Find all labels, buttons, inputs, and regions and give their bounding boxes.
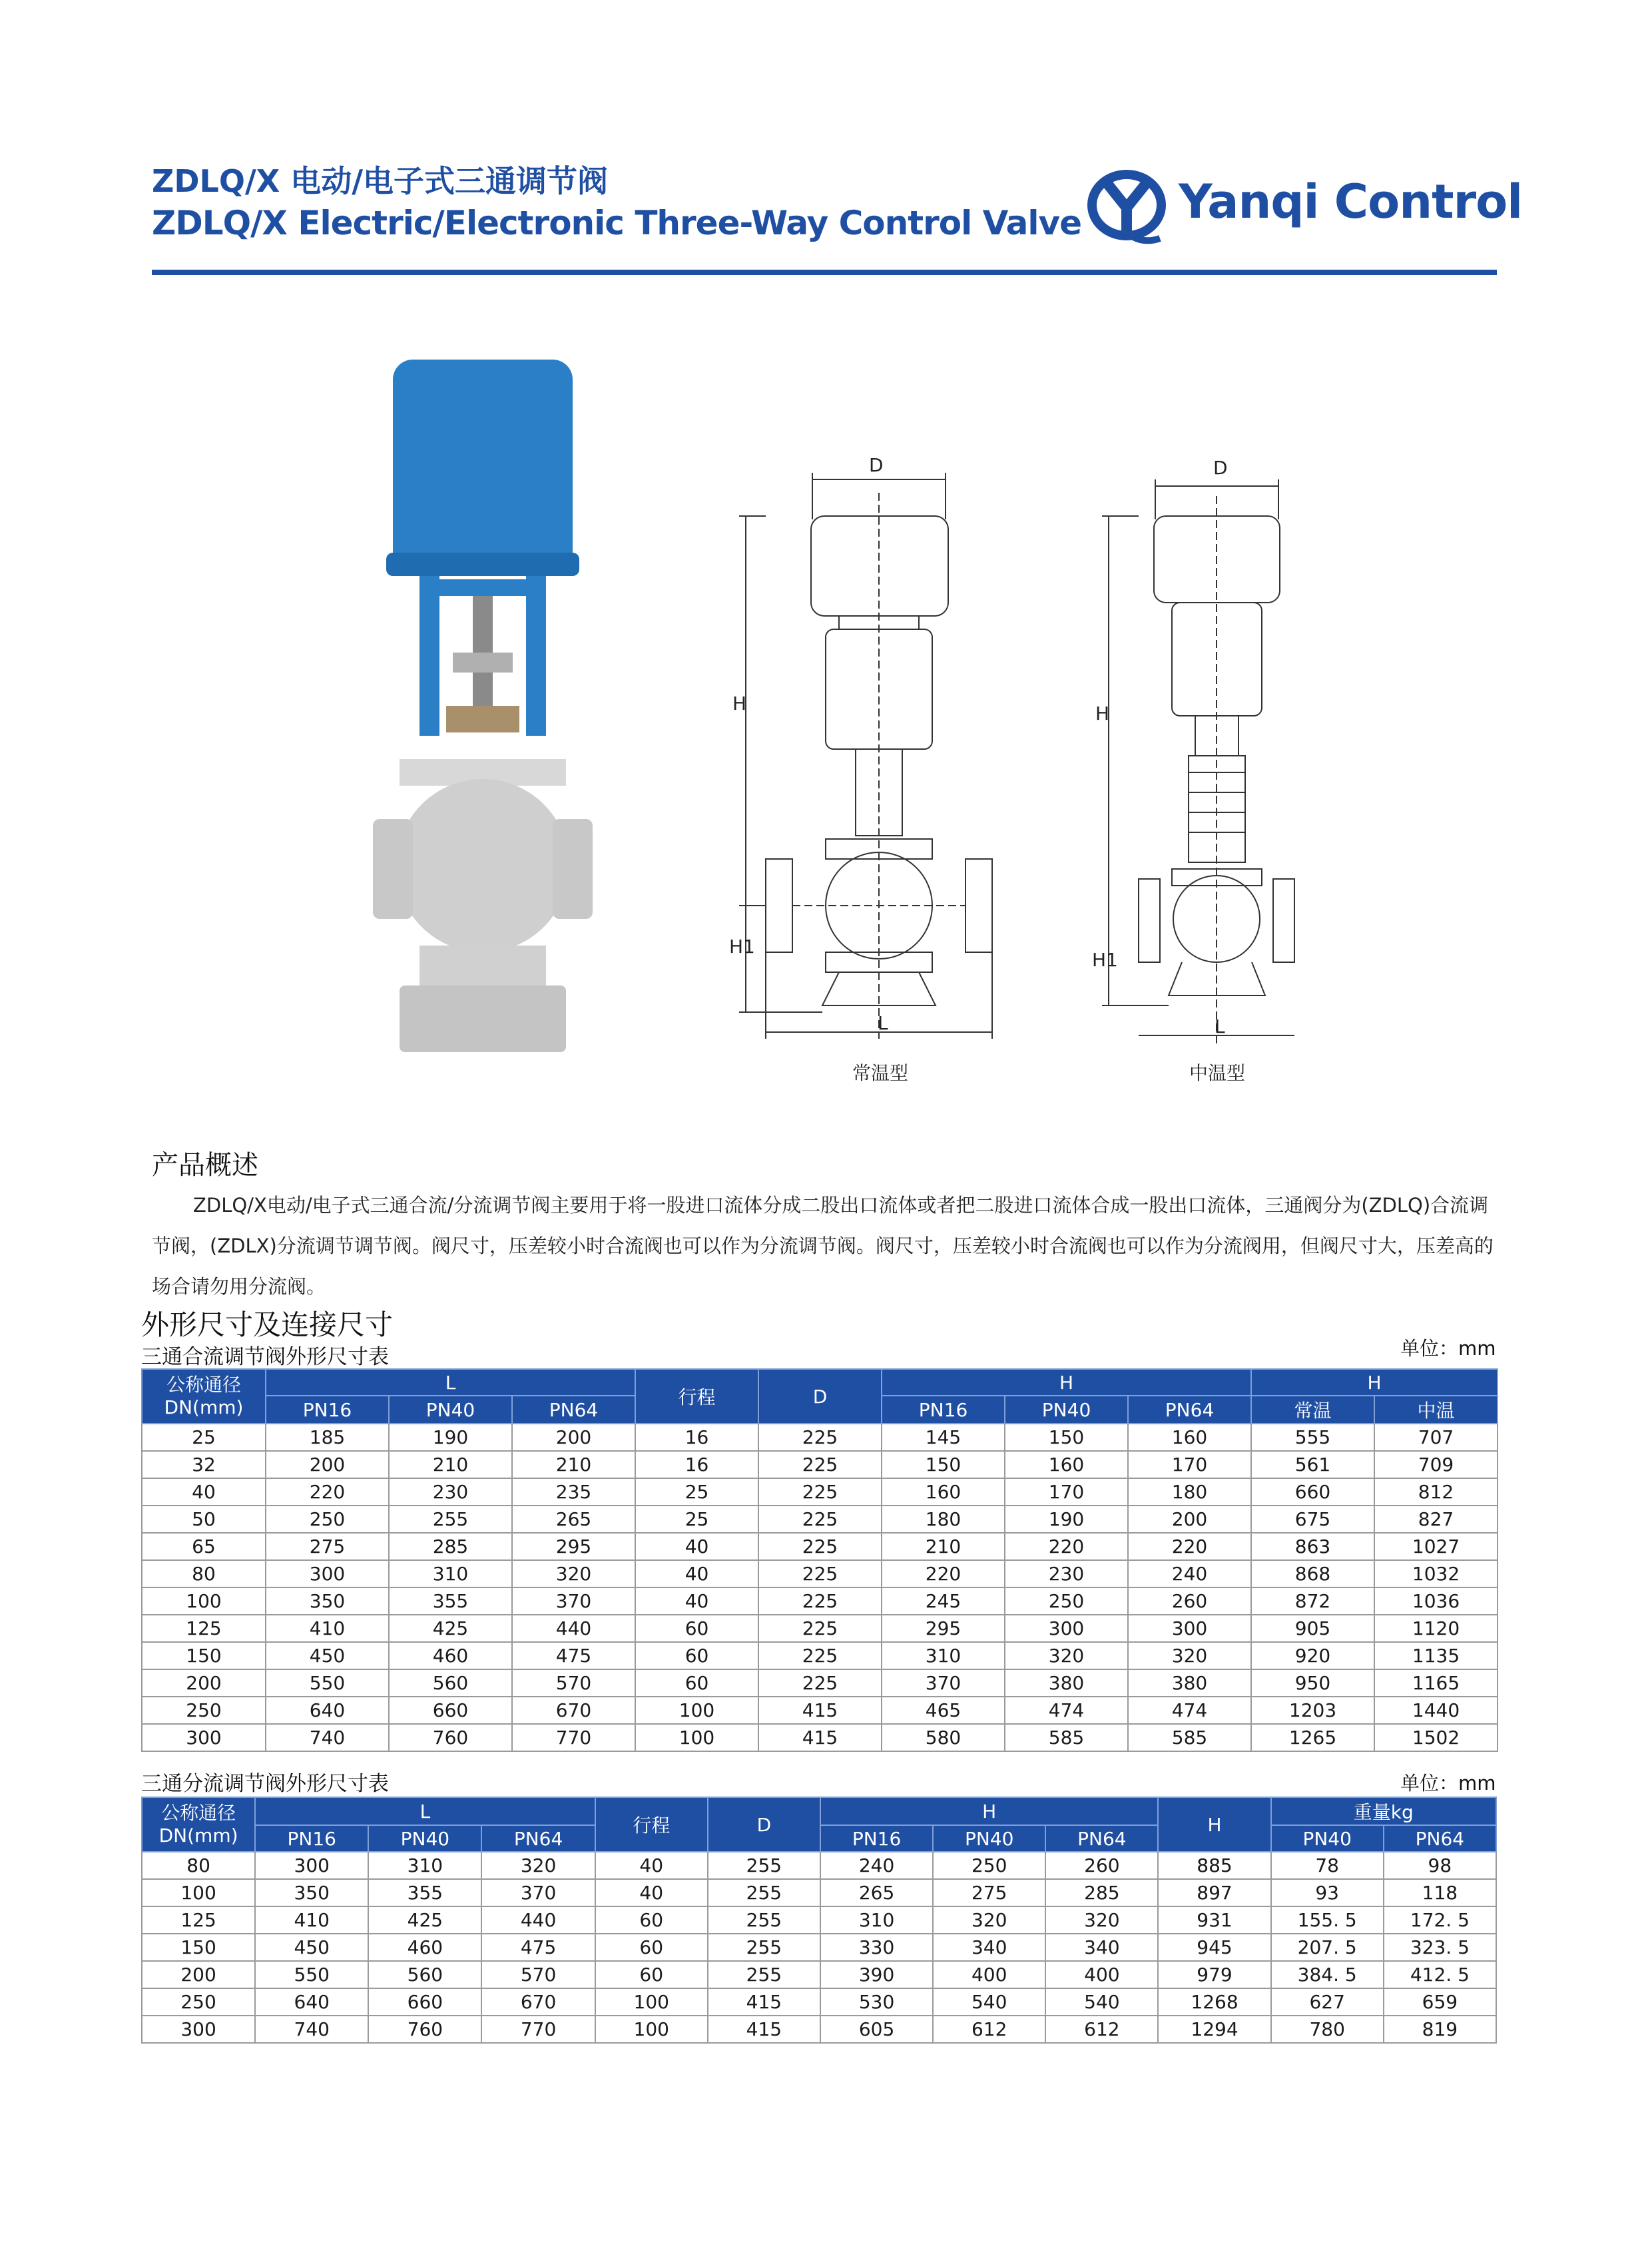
table-cell: 275 xyxy=(933,1879,1045,1906)
table-cell: 200 xyxy=(142,1669,266,1697)
table-cell: 125 xyxy=(142,1615,266,1642)
subheader-cell: PN40 xyxy=(1005,1396,1128,1424)
table-cell: 160 xyxy=(1128,1424,1251,1451)
table-cell: 460 xyxy=(368,1934,481,1961)
table-cell: 16 xyxy=(635,1424,758,1451)
table-cell: 40 xyxy=(595,1852,708,1879)
table-cell: 400 xyxy=(1045,1961,1158,1988)
header-h: H xyxy=(820,1797,1158,1825)
table-cell: 320 xyxy=(1128,1642,1251,1669)
table-cell: 125 xyxy=(142,1906,255,1934)
table-cell: 255 xyxy=(708,1879,820,1906)
table-cell: 207. 5 xyxy=(1271,1934,1384,1961)
table-row xyxy=(142,1424,1498,1451)
table-converging-valve xyxy=(141,1368,1498,1752)
subheader-cell: PN40 xyxy=(389,1396,512,1424)
table-cell: 200 xyxy=(1128,1506,1251,1533)
subheader-cell: PN64 xyxy=(481,1825,595,1852)
table-cell: 100 xyxy=(635,1724,758,1751)
table-cell: 80 xyxy=(142,1560,266,1587)
table-cell: 295 xyxy=(882,1615,1005,1642)
dim-label-h2: H xyxy=(1095,702,1110,724)
table-cell: 118 xyxy=(1384,1879,1496,1906)
overview-paragraph: ZDLQ/X电动/电子式三通合流/分流调节阀主要用于将一股进口流体分成二股出口流体或者把二股进口流体合成一股出口流体，三通阀分为(ZDLQ)合流调节阀，(ZDLX)分流调节调节阀。阀尺寸，压差较小时合流阀也可以作为分流调节阀。阀尺寸，压差较小时合流阀也可以作为分流阀用，但阀尺寸大，压差高的场合请勿用分流阀。 xyxy=(152,1194,1494,1298)
table-cell: 931 xyxy=(1158,1906,1270,1934)
table-cell: 98 xyxy=(1384,1852,1496,1879)
table-cell: 460 xyxy=(389,1642,512,1669)
subheader-cell: PN64 xyxy=(1384,1825,1496,1852)
header-d: D xyxy=(708,1797,820,1852)
subheader-cell: PN16 xyxy=(255,1825,368,1852)
table-cell: 384. 5 xyxy=(1271,1961,1384,1988)
dim-label-l2: L xyxy=(1215,1015,1225,1037)
table-cell: 220 xyxy=(266,1478,389,1506)
table-cell: 450 xyxy=(266,1642,389,1669)
table-cell: 235 xyxy=(512,1478,635,1506)
table-cell: 220 xyxy=(1005,1533,1128,1560)
table-cell: 1268 xyxy=(1158,1988,1270,2016)
table-cell: 555 xyxy=(1251,1424,1374,1451)
table-cell: 100 xyxy=(142,1587,266,1615)
table-cell: 65 xyxy=(142,1533,266,1560)
header-h: H xyxy=(882,1369,1251,1396)
table-cell: 640 xyxy=(255,1988,368,2016)
table-cell: 450 xyxy=(255,1934,368,1961)
dim-label-h1-2: H1 xyxy=(1092,949,1118,971)
table-cell: 225 xyxy=(758,1669,882,1697)
table-cell: 245 xyxy=(882,1587,1005,1615)
table-cell: 285 xyxy=(1045,1879,1158,1906)
table-cell: 225 xyxy=(758,1506,882,1533)
subheader-cell: PN16 xyxy=(882,1396,1005,1424)
brand-logo-icon xyxy=(1085,166,1169,246)
table-cell: 660 xyxy=(389,1697,512,1724)
table-cell: 872 xyxy=(1251,1587,1374,1615)
header-weight: 重量kg xyxy=(1271,1797,1496,1825)
table-cell: 300 xyxy=(142,2016,255,2043)
table-cell: 285 xyxy=(389,1533,512,1560)
table-cell: 255 xyxy=(708,1906,820,1934)
overview-text xyxy=(152,1185,1497,1307)
table-cell: 155. 5 xyxy=(1271,1906,1384,1934)
table-cell: 415 xyxy=(708,1988,820,2016)
table-cell: 40 xyxy=(635,1560,758,1587)
table-cell: 709 xyxy=(1374,1451,1498,1478)
table-cell: 220 xyxy=(1128,1533,1251,1560)
table-cell: 670 xyxy=(481,1988,595,2016)
table-cell: 945 xyxy=(1158,1934,1270,1961)
table-cell: 410 xyxy=(255,1906,368,1934)
table-cell: 295 xyxy=(512,1533,635,1560)
table-cell: 310 xyxy=(389,1560,512,1587)
page-title-en: ZDLQ/X Electric/Electronic Three-Way Control Valve xyxy=(152,204,1082,242)
subheader-cell: PN40 xyxy=(933,1825,1045,1852)
table-cell: 25 xyxy=(142,1424,266,1451)
table-cell: 812 xyxy=(1374,1478,1498,1506)
table-cell: 780 xyxy=(1271,2016,1384,2043)
table-cell: 707 xyxy=(1374,1424,1498,1451)
table-cell: 660 xyxy=(1251,1478,1374,1506)
table-cell: 225 xyxy=(758,1451,882,1478)
table-cell: 415 xyxy=(708,2016,820,2043)
table-cell: 897 xyxy=(1158,1879,1270,1906)
table-row xyxy=(142,2016,1496,2043)
table-cell: 210 xyxy=(389,1451,512,1478)
drawing-caption-mid: 中温型 xyxy=(1189,1062,1246,1084)
table-cell: 355 xyxy=(368,1879,481,1906)
table-cell: 300 xyxy=(1005,1615,1128,1642)
table-cell: 1265 xyxy=(1251,1724,1374,1751)
table-row xyxy=(142,1697,1498,1724)
table-cell: 275 xyxy=(266,1533,389,1560)
table-cell: 1502 xyxy=(1374,1724,1498,1751)
table-cell: 50 xyxy=(142,1506,266,1533)
table2-caption: 三通分流调节阀外形尺寸表 xyxy=(141,1772,389,1796)
table-cell: 150 xyxy=(882,1451,1005,1478)
table-cell: 1036 xyxy=(1374,1587,1498,1615)
table-row xyxy=(142,1587,1498,1615)
table-cell: 905 xyxy=(1251,1615,1374,1642)
subheader-cell: PN40 xyxy=(368,1825,481,1852)
table-cell: 412. 5 xyxy=(1384,1961,1496,1988)
table-cell: 550 xyxy=(266,1669,389,1697)
table-row xyxy=(142,1906,1496,1934)
table-cell: 100 xyxy=(595,1988,708,2016)
table-cell: 570 xyxy=(481,1961,595,1988)
table-cell: 627 xyxy=(1271,1988,1384,2016)
table-cell: 150 xyxy=(142,1934,255,1961)
table-cell: 250 xyxy=(142,1697,266,1724)
table-cell: 40 xyxy=(635,1587,758,1615)
table-cell: 1294 xyxy=(1158,2016,1270,2043)
table-cell: 225 xyxy=(758,1533,882,1560)
table-cell: 370 xyxy=(512,1587,635,1615)
table-cell: 145 xyxy=(882,1424,1005,1451)
table-cell: 180 xyxy=(1128,1478,1251,1506)
table-cell: 760 xyxy=(389,1724,512,1751)
table-cell: 225 xyxy=(758,1615,882,1642)
table-cell: 172. 5 xyxy=(1384,1906,1496,1934)
drawing-mid-temp xyxy=(1092,459,1318,1092)
table-cell: 170 xyxy=(1005,1478,1128,1506)
table-cell: 225 xyxy=(758,1424,882,1451)
table-cell: 225 xyxy=(758,1560,882,1587)
table-cell: 760 xyxy=(368,2016,481,2043)
table-cell: 640 xyxy=(266,1697,389,1724)
header-stroke: 行程 xyxy=(635,1369,758,1424)
table-cell: 670 xyxy=(512,1697,635,1724)
table-cell: 255 xyxy=(389,1506,512,1533)
table1-caption: 三通合流调节阀外形尺寸表 xyxy=(141,1345,389,1369)
table-cell: 250 xyxy=(1005,1587,1128,1615)
table-cell: 323. 5 xyxy=(1384,1934,1496,1961)
table-cell: 210 xyxy=(512,1451,635,1478)
header-stroke: 行程 xyxy=(595,1797,708,1852)
header-dn: 公称通径DN(mm) xyxy=(142,1369,266,1424)
page-title-cn: ZDLQ/X 电动/电子式三通调节阀 xyxy=(152,163,609,199)
table-cell: 979 xyxy=(1158,1961,1270,1988)
table-cell: 863 xyxy=(1251,1533,1374,1560)
table-cell: 265 xyxy=(512,1506,635,1533)
table-cell: 225 xyxy=(758,1587,882,1615)
table-cell: 300 xyxy=(255,1852,368,1879)
subheader-cell: 常温 xyxy=(1251,1396,1374,1424)
table-cell: 540 xyxy=(933,1988,1045,2016)
table-cell: 612 xyxy=(933,2016,1045,2043)
table-cell: 585 xyxy=(1128,1724,1251,1751)
table-cell: 100 xyxy=(595,2016,708,2043)
subheader-cell: PN64 xyxy=(1128,1396,1251,1424)
table-cell: 80 xyxy=(142,1852,255,1879)
table-cell: 350 xyxy=(266,1587,389,1615)
table-cell: 220 xyxy=(882,1560,1005,1587)
table-cell: 370 xyxy=(481,1879,595,1906)
table-cell: 60 xyxy=(595,1906,708,1934)
table-cell: 380 xyxy=(1005,1669,1128,1697)
table-row xyxy=(142,1988,1496,2016)
table-cell: 230 xyxy=(1005,1560,1128,1587)
table-cell: 330 xyxy=(820,1934,933,1961)
table-cell: 540 xyxy=(1045,1988,1158,2016)
brand-name: Yanqi Control xyxy=(1179,174,1523,229)
table-cell: 1440 xyxy=(1374,1697,1498,1724)
table-cell: 60 xyxy=(595,1961,708,1988)
table-cell: 240 xyxy=(820,1852,933,1879)
table-cell: 1165 xyxy=(1374,1669,1498,1697)
dimensions-title: 外形尺寸及连接尺寸 xyxy=(141,1308,394,1341)
table-cell: 25 xyxy=(635,1506,758,1533)
table-cell: 60 xyxy=(635,1615,758,1642)
subheader-cell: PN64 xyxy=(512,1396,635,1424)
subheader-cell: PN40 xyxy=(1271,1825,1384,1852)
subheader-cell: PN64 xyxy=(1045,1825,1158,1852)
table-cell: 1135 xyxy=(1374,1642,1498,1669)
table-row xyxy=(142,1478,1498,1506)
table-row xyxy=(142,1724,1498,1751)
table-cell: 200 xyxy=(512,1424,635,1451)
table-cell: 320 xyxy=(481,1852,595,1879)
drawing-normal-temp xyxy=(726,453,1025,1092)
table-cell: 93 xyxy=(1271,1879,1384,1906)
table-cell: 410 xyxy=(266,1615,389,1642)
table-cell: 320 xyxy=(1005,1642,1128,1669)
table-cell: 210 xyxy=(882,1533,1005,1560)
header-dn: 公称通径DN(mm) xyxy=(142,1797,255,1852)
table-cell: 920 xyxy=(1251,1642,1374,1669)
table-cell: 255 xyxy=(708,1852,820,1879)
table-row xyxy=(142,1615,1498,1642)
table-cell: 320 xyxy=(933,1906,1045,1934)
table-cell: 150 xyxy=(142,1642,266,1669)
header-l: L xyxy=(266,1369,635,1396)
table-cell: 340 xyxy=(1045,1934,1158,1961)
table-cell: 474 xyxy=(1005,1697,1128,1724)
table2-unit: 单位：mm xyxy=(1400,1772,1496,1795)
table-cell: 425 xyxy=(389,1615,512,1642)
header-h-temp: H xyxy=(1251,1369,1498,1396)
table-cell: 1032 xyxy=(1374,1560,1498,1587)
table-cell: 605 xyxy=(820,2016,933,2043)
table-cell: 827 xyxy=(1374,1506,1498,1533)
header-h-total: H xyxy=(1158,1797,1270,1852)
table-cell: 415 xyxy=(758,1724,882,1751)
table-cell: 390 xyxy=(820,1961,933,1988)
table-cell: 1203 xyxy=(1251,1697,1374,1724)
table-cell: 740 xyxy=(255,2016,368,2043)
table-cell: 1120 xyxy=(1374,1615,1498,1642)
table-cell: 200 xyxy=(142,1961,255,1988)
table-cell: 885 xyxy=(1158,1852,1270,1879)
table-cell: 40 xyxy=(595,1879,708,1906)
table-cell: 100 xyxy=(635,1697,758,1724)
table-diverging-valve xyxy=(141,1797,1497,2044)
table-cell: 440 xyxy=(481,1906,595,1934)
table-cell: 868 xyxy=(1251,1560,1374,1587)
table-cell: 560 xyxy=(368,1961,481,1988)
table-row xyxy=(142,1934,1496,1961)
table-cell: 580 xyxy=(882,1724,1005,1751)
header-l: L xyxy=(255,1797,595,1825)
table-cell: 250 xyxy=(266,1506,389,1533)
table-cell: 260 xyxy=(1128,1587,1251,1615)
table-cell: 100 xyxy=(142,1879,255,1906)
dim-label-h: H xyxy=(732,693,747,714)
table-cell: 255 xyxy=(708,1961,820,1988)
table-cell: 475 xyxy=(481,1934,595,1961)
table1-unit: 单位：mm xyxy=(1400,1337,1496,1360)
table-cell: 200 xyxy=(266,1451,389,1478)
table-cell: 770 xyxy=(481,2016,595,2043)
table-cell: 561 xyxy=(1251,1451,1374,1478)
table-cell: 340 xyxy=(933,1934,1045,1961)
table-cell: 770 xyxy=(512,1724,635,1751)
drawing-caption-normal: 常温型 xyxy=(852,1062,909,1084)
table-cell: 25 xyxy=(635,1478,758,1506)
table-cell: 60 xyxy=(595,1934,708,1961)
table-cell: 819 xyxy=(1384,2016,1496,2043)
table-cell: 560 xyxy=(389,1669,512,1697)
table-cell: 675 xyxy=(1251,1506,1374,1533)
table-row xyxy=(142,1560,1498,1587)
table-cell: 180 xyxy=(882,1506,1005,1533)
table-cell: 250 xyxy=(142,1988,255,2016)
subheader-cell: 中温 xyxy=(1374,1396,1498,1424)
table-cell: 475 xyxy=(512,1642,635,1669)
dim-label-d: D xyxy=(869,454,884,476)
table-cell: 170 xyxy=(1128,1451,1251,1478)
table-cell: 400 xyxy=(933,1961,1045,1988)
table-cell: 310 xyxy=(820,1906,933,1934)
table-cell: 40 xyxy=(142,1478,266,1506)
table-cell: 380 xyxy=(1128,1669,1251,1697)
overview-title: 产品概述 xyxy=(152,1150,258,1181)
table-cell: 225 xyxy=(758,1642,882,1669)
table-cell: 260 xyxy=(1045,1852,1158,1879)
header-divider xyxy=(152,270,1497,275)
table-cell: 740 xyxy=(266,1724,389,1751)
dim-label-d2: D xyxy=(1213,457,1228,479)
table-cell: 265 xyxy=(820,1879,933,1906)
table-cell: 225 xyxy=(758,1478,882,1506)
table-cell: 530 xyxy=(820,1988,933,2016)
table-cell: 78 xyxy=(1271,1852,1384,1879)
table-cell: 370 xyxy=(882,1669,1005,1697)
table-cell: 60 xyxy=(635,1642,758,1669)
table-cell: 40 xyxy=(635,1533,758,1560)
table-row xyxy=(142,1506,1498,1533)
table-cell: 950 xyxy=(1251,1669,1374,1697)
table-cell: 355 xyxy=(389,1587,512,1615)
table-cell: 474 xyxy=(1128,1697,1251,1724)
table-cell: 250 xyxy=(933,1852,1045,1879)
table-cell: 612 xyxy=(1045,2016,1158,2043)
table-cell: 185 xyxy=(266,1424,389,1451)
table-cell: 425 xyxy=(368,1906,481,1934)
table-cell: 160 xyxy=(1005,1451,1128,1478)
table-cell: 16 xyxy=(635,1451,758,1478)
table-cell: 190 xyxy=(389,1424,512,1451)
table-row xyxy=(142,1961,1496,1988)
table-cell: 240 xyxy=(1128,1560,1251,1587)
table-row xyxy=(142,1451,1498,1478)
table-cell: 300 xyxy=(266,1560,389,1587)
table-cell: 320 xyxy=(512,1560,635,1587)
dim-label-l: L xyxy=(878,1012,888,1034)
valve-photo xyxy=(373,360,593,1065)
table-cell: 1027 xyxy=(1374,1533,1498,1560)
table-row xyxy=(142,1879,1496,1906)
table-cell: 32 xyxy=(142,1451,266,1478)
table-cell: 230 xyxy=(389,1478,512,1506)
table-cell: 660 xyxy=(368,1988,481,2016)
table-cell: 440 xyxy=(512,1615,635,1642)
table-cell: 550 xyxy=(255,1961,368,1988)
table-cell: 465 xyxy=(882,1697,1005,1724)
table-row xyxy=(142,1533,1498,1560)
table-cell: 150 xyxy=(1005,1424,1128,1451)
table-cell: 659 xyxy=(1384,1988,1496,2016)
table-cell: 570 xyxy=(512,1669,635,1697)
table-cell: 300 xyxy=(1128,1615,1251,1642)
table-row xyxy=(142,1852,1496,1879)
table-row xyxy=(142,1642,1498,1669)
subheader-cell: PN16 xyxy=(266,1396,389,1424)
header-d: D xyxy=(758,1369,882,1424)
table-cell: 300 xyxy=(142,1724,266,1751)
table-cell: 255 xyxy=(708,1934,820,1961)
table-cell: 310 xyxy=(368,1852,481,1879)
table-cell: 350 xyxy=(255,1879,368,1906)
table-cell: 415 xyxy=(758,1697,882,1724)
table-cell: 310 xyxy=(882,1642,1005,1669)
table-cell: 190 xyxy=(1005,1506,1128,1533)
dim-label-h1: H1 xyxy=(729,936,755,958)
table-cell: 585 xyxy=(1005,1724,1128,1751)
table-cell: 320 xyxy=(1045,1906,1158,1934)
table-cell: 160 xyxy=(882,1478,1005,1506)
table-cell: 60 xyxy=(635,1669,758,1697)
subheader-cell: PN16 xyxy=(820,1825,933,1852)
table-row xyxy=(142,1669,1498,1697)
